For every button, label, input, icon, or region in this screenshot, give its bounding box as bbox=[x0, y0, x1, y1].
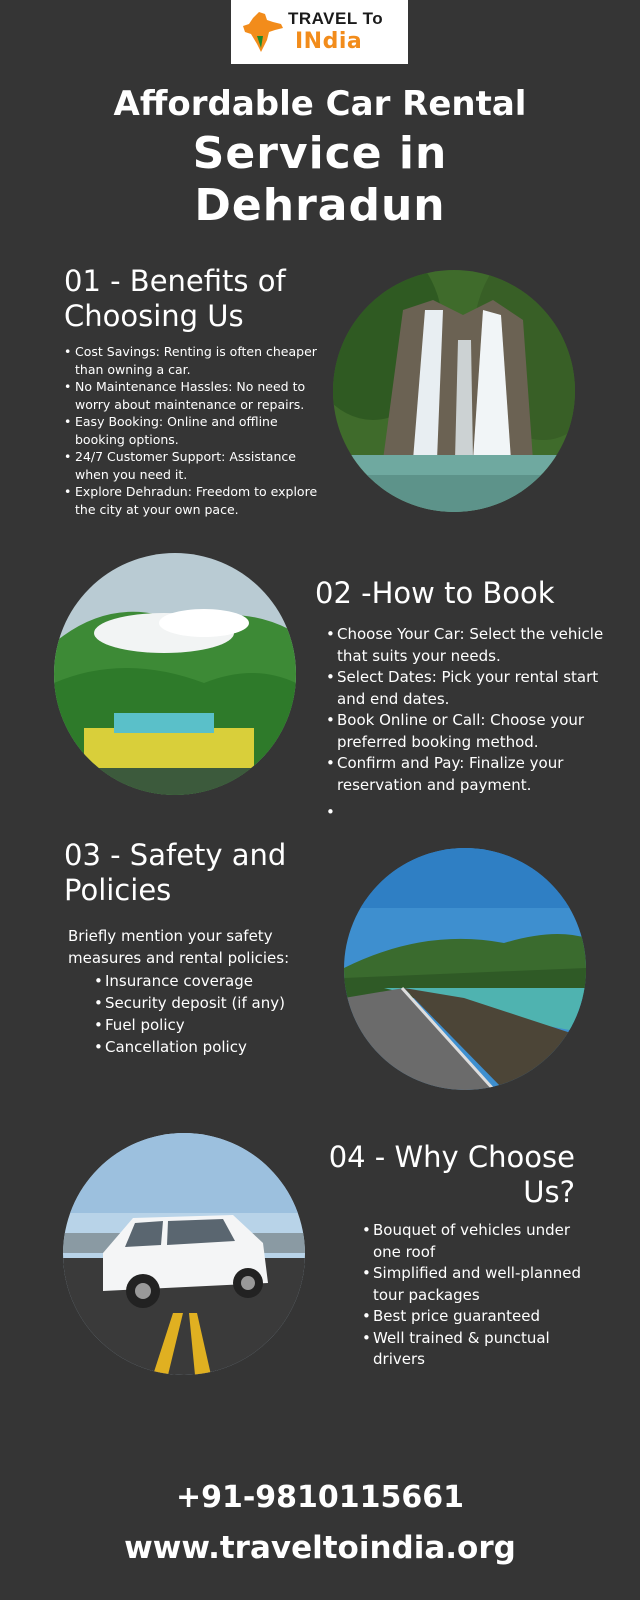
list-item: • Bouquet of vehicles under one roof bbox=[373, 1220, 593, 1263]
list-item: • Book Online or Call: Choose your preferred booking method. bbox=[337, 710, 607, 753]
logo-line1: TRAVEL To bbox=[288, 9, 384, 28]
white-car-image bbox=[63, 1133, 305, 1375]
india-map-icon bbox=[239, 10, 287, 54]
list-item: • No Maintenance Hassles: No need to worry about maintenance or repairs. bbox=[75, 378, 325, 413]
brand-logo[interactable] bbox=[231, 0, 408, 64]
section-heading-how-to-book: 02 -How to Book bbox=[315, 576, 555, 610]
list-item: • Security deposit (if any) bbox=[105, 992, 345, 1014]
list-item: • Insurance coverage bbox=[105, 970, 345, 992]
page-title-highlight bbox=[0, 128, 640, 232]
list-item: • Simplified and well-planned tour packages bbox=[373, 1263, 593, 1306]
list-item: • Confirm and Pay: Finalize your reservation and payment. bbox=[337, 753, 607, 796]
title-line2: Service in bbox=[192, 128, 448, 179]
page-title: Affordable Car Rental bbox=[113, 84, 527, 124]
hill-station-image bbox=[54, 553, 296, 795]
list-item: • 24/7 Customer Support: Assistance when you need it. bbox=[75, 448, 325, 483]
list-item: • Choose Your Car: Select the vehicle that suits your needs. bbox=[337, 624, 607, 667]
safety-intro: Briefly mention your safety measures and rental policies: bbox=[68, 927, 290, 967]
list-item: • Fuel policy bbox=[105, 1014, 345, 1036]
waterfall-image bbox=[333, 270, 575, 512]
list-item bbox=[337, 802, 607, 824]
list-item: • Well trained & punctual drivers bbox=[373, 1328, 593, 1371]
list-item: • Explore Dehradun: Freedom to explore the city at your own pace. bbox=[75, 483, 325, 518]
logo-line2: INdia bbox=[295, 29, 363, 54]
list-item: • Easy Booking: Online and offline booking options. bbox=[75, 413, 325, 448]
website-link[interactable]: www.traveltoindia.org bbox=[124, 1530, 516, 1566]
why-choose-us-list bbox=[362, 1220, 593, 1371]
how-to-book-list bbox=[326, 624, 607, 824]
canal-road-image bbox=[344, 848, 586, 1090]
safety-list bbox=[94, 970, 345, 1058]
benefits-list bbox=[64, 343, 325, 518]
section-heading-benefits: 01 - Benefits of Choosing Us bbox=[64, 264, 286, 333]
section-heading-safety: 03 - Safety and Policies bbox=[64, 838, 287, 907]
list-item: • Cost Savings: Renting is often cheaper than owning a car. bbox=[75, 343, 325, 378]
phone-number[interactable]: +91-9810115661 bbox=[175, 1480, 465, 1515]
list-item: • Select Dates: Pick your rental start and end dates. bbox=[337, 667, 607, 710]
list-item: • Best price guaranteed bbox=[373, 1306, 593, 1328]
section-heading-why-choose-us: 04 - Why Choose Us? bbox=[328, 1140, 575, 1209]
list-item: • Cancellation policy bbox=[105, 1036, 345, 1058]
title-line3: Dehradun bbox=[194, 180, 446, 231]
